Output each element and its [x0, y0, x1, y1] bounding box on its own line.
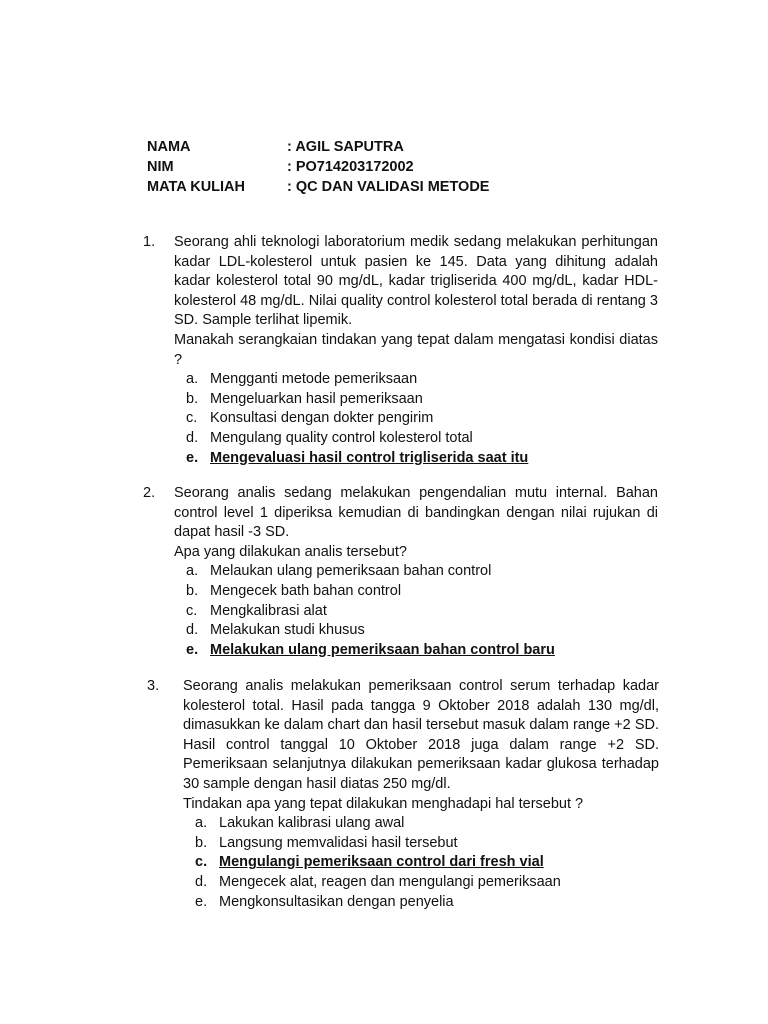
answer-option-d	[183, 873, 659, 893]
option-text: Mengulang quality control kolesterol total	[210, 429, 473, 446]
student-info-header	[147, 137, 647, 197]
question-prompt: Manakah serangkaian tindakan yang tepat dalam mengatasi kondisi diatas ?	[174, 331, 658, 368]
answer-option-c-correct	[183, 853, 659, 873]
question-body	[174, 233, 658, 468]
answer-option-e	[183, 893, 659, 913]
option-text: Mengkonsultasikan dengan penyelia	[219, 893, 454, 910]
question-prompt: Apa yang dilakukan analis tersebut?	[174, 543, 407, 560]
option-text: Mengecek alat, reagen dan mengulangi pemeriksaan	[219, 873, 561, 890]
question-text: Seorang analis sedang melakukan pengendalian mutu internal. Bahan control level 1 diperiksa kemudian di bandingkan dengan nilai rujukan di dapat hasil -3 SD.	[174, 485, 658, 541]
answer-option-c	[174, 409, 658, 429]
option-letter: c.	[186, 602, 198, 619]
option-text: Melaukan ulang pemeriksaan bahan control	[210, 563, 492, 580]
answer-option-e-correct	[174, 641, 658, 661]
option-text: Konsultasi dengan dokter pengirim	[210, 410, 434, 427]
option-text: Mengulangi pemeriksaan control dari fresh vial	[219, 854, 544, 871]
header-label: NIM	[147, 159, 174, 175]
option-letter: b.	[186, 390, 199, 407]
option-text: Mengevaluasi hasil control trigliserida saat itu	[210, 449, 529, 466]
option-letter: b.	[186, 582, 199, 599]
answer-option-b	[174, 582, 658, 602]
option-letter: a.	[186, 371, 199, 388]
answer-option-a	[183, 814, 659, 834]
option-text: Lakukan kalibrasi ulang awal	[219, 815, 405, 832]
answer-option-b	[174, 390, 658, 410]
question-number: 3.	[147, 678, 160, 694]
option-letter: a.	[195, 815, 208, 832]
question-number: 2.	[143, 485, 156, 501]
answer-option-d	[174, 429, 658, 449]
answer-option-a	[174, 562, 658, 582]
option-text: Mengeluarkan hasil pemeriksaan	[210, 390, 423, 407]
header-row-nim	[147, 157, 647, 177]
answer-option-e-correct	[174, 449, 658, 469]
option-letter: a.	[186, 563, 199, 580]
question-number: 1.	[143, 234, 156, 250]
option-text: Melakukan studi khusus	[210, 622, 365, 639]
option-letter: e.	[186, 641, 199, 658]
option-text: Mengganti metode pemeriksaan	[210, 371, 418, 388]
question-body	[183, 677, 659, 912]
header-value: : AGIL SAPUTRA	[287, 139, 404, 155]
option-letter: c.	[195, 854, 208, 871]
header-label: MATA KULIAH	[147, 179, 245, 195]
option-letter: b.	[195, 834, 208, 851]
question-prompt: Tindakan apa yang tepat dilakukan menghadapi hal tersebut ?	[183, 795, 584, 812]
question-text: Seorang ahli teknologi laboratorium medik sedang melakukan perhitungan kadar LDL-kolesterol untuk pasien ke 145. Data yang dihitung adalah kadar kolesterol total 90 mg/dL, kadar trigliserida 400 mg/dL, kadar HDL-kolesterol 48 mg/dL. Nilai quality control kolesterol total berada di rentang 3 SD. Sample terlihat lipemik.	[174, 234, 658, 329]
answer-options	[174, 562, 658, 660]
header-row-name	[147, 137, 647, 157]
header-row-course	[147, 177, 647, 197]
question-body	[174, 484, 658, 660]
option-letter: c.	[186, 410, 198, 427]
option-letter: d.	[186, 429, 199, 446]
header-value: : QC DAN VALIDASI METODE	[287, 179, 490, 195]
header-label: NAMA	[147, 139, 191, 155]
option-text: Mengecek bath bahan control	[210, 582, 402, 599]
option-letter: e.	[186, 449, 199, 466]
option-text: Melakukan ulang pemeriksaan bahan control baru	[210, 641, 555, 658]
answer-option-b	[183, 834, 659, 854]
option-text: Langsung memvalidasi hasil tersebut	[219, 834, 458, 851]
option-letter: d.	[195, 873, 208, 890]
answer-options	[174, 370, 658, 468]
option-letter: e.	[195, 893, 208, 910]
answer-options	[183, 814, 659, 912]
option-text: Mengkalibrasi alat	[210, 602, 327, 619]
answer-option-c	[174, 602, 658, 622]
question-text: Seorang analis melakukan pemeriksaan control serum terhadap kadar kolesterol total. Hasil pada tangga 9 Oktober 2018 adalah 130 mg/dl, dimasukkan ke dalam chart dan hasil tersebut masuk dalam range +2 SD. Hasil control tanggal 10 Oktober 2018 juga dalam range +2 SD. Pemeriksaan selanjutnya dilakukan pemeriksaan kadar glukosa terhadap 30 sample dengan hasil diatas 250 mg/dl.	[183, 678, 659, 792]
answer-option-d	[174, 621, 658, 641]
header-value: : PO714203172002	[287, 159, 414, 175]
option-letter: d.	[186, 622, 199, 639]
answer-option-a	[174, 370, 658, 390]
